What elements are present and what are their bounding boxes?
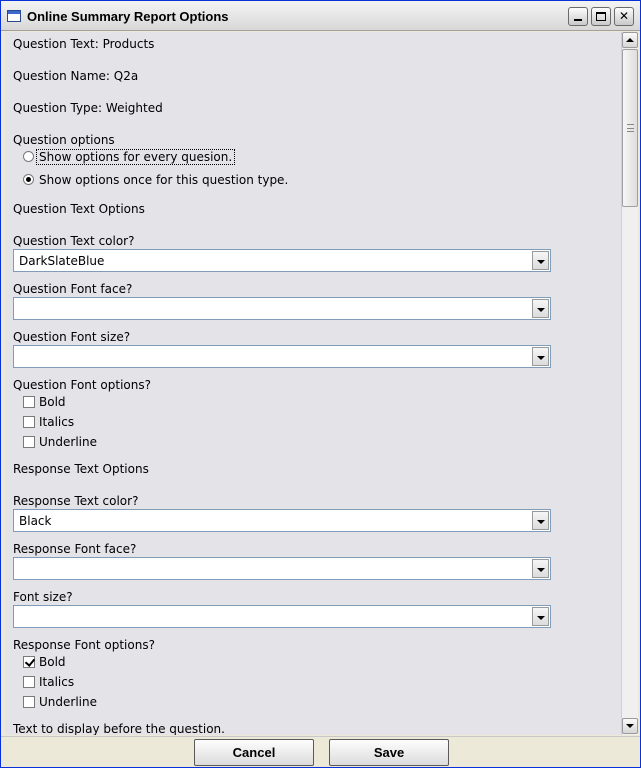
- radio-once-per-type-label[interactable]: Show options once for this question type.: [39, 173, 289, 187]
- scroll-down-icon[interactable]: [622, 718, 638, 734]
- response-text-color-value: Black: [19, 514, 52, 528]
- chevron-down-icon[interactable]: [532, 251, 549, 270]
- question-font-face-select[interactable]: [13, 297, 551, 320]
- question-type-info: Question Type: Weighted: [13, 101, 163, 115]
- maximize-button[interactable]: [591, 7, 611, 26]
- minimize-icon: [574, 19, 582, 21]
- question-italics-label[interactable]: Italics: [39, 415, 75, 429]
- chevron-down-icon[interactable]: [532, 607, 549, 626]
- response-italics-label[interactable]: Italics: [39, 675, 75, 689]
- vertical-scrollbar[interactable]: [621, 32, 638, 735]
- response-text-options-heading: Response Text Options: [13, 462, 149, 476]
- radio-every-question-label[interactable]: Show options for every quesion.: [36, 149, 235, 165]
- grip-icon: [627, 124, 634, 132]
- response-text-color-label: Response Text color?: [13, 494, 139, 508]
- close-icon: ✕: [618, 9, 630, 23]
- close-button[interactable]: [614, 7, 634, 26]
- radio-every-question-button[interactable]: [23, 151, 34, 162]
- question-italics-checkbox[interactable]: [23, 416, 35, 428]
- response-font-size-label: Font size?: [13, 590, 73, 604]
- response-text-color-select[interactable]: [13, 509, 551, 532]
- radio-once-per-type-button[interactable]: [23, 174, 34, 185]
- response-font-face-select[interactable]: [13, 557, 551, 580]
- question-font-options-label: Question Font options?: [13, 378, 151, 392]
- response-bold-checkbox[interactable]: [23, 656, 35, 668]
- dialog-footer: [1, 736, 640, 767]
- chevron-down-icon[interactable]: [532, 347, 549, 366]
- cancel-button[interactable]: Cancel: [194, 739, 314, 766]
- response-font-face-label: Response Font face?: [13, 542, 137, 556]
- options-panel: [5, 32, 638, 735]
- question-text-color-select[interactable]: [13, 249, 551, 272]
- question-options-heading: Question options: [13, 133, 115, 147]
- question-underline-label[interactable]: Underline: [39, 435, 97, 449]
- question-text-info: Question Text: Products: [13, 37, 155, 51]
- minimize-button[interactable]: [568, 7, 588, 26]
- chevron-down-icon[interactable]: [532, 299, 549, 318]
- window-icon: [7, 10, 21, 22]
- question-font-face-label: Question Font face?: [13, 282, 133, 296]
- title-bar[interactable]: [1, 1, 640, 31]
- response-bold-label[interactable]: Bold: [39, 655, 66, 669]
- response-underline-label[interactable]: Underline: [39, 695, 97, 709]
- chevron-down-icon[interactable]: [532, 511, 549, 530]
- question-font-size-select[interactable]: [13, 345, 551, 368]
- question-name-info: Question Name: Q2a: [13, 69, 139, 83]
- question-bold-label[interactable]: Bold: [39, 395, 66, 409]
- question-font-size-label: Question Font size?: [13, 330, 131, 344]
- scrollbar-thumb[interactable]: [622, 49, 638, 207]
- maximize-icon: [596, 12, 606, 21]
- question-bold-checkbox[interactable]: [23, 396, 35, 408]
- chevron-down-icon[interactable]: [532, 559, 549, 578]
- response-italics-checkbox[interactable]: [23, 676, 35, 688]
- text-before-question-label: Text to display before the question.: [13, 722, 225, 735]
- window-title: Online Summary Report Options: [27, 9, 229, 24]
- scroll-up-icon[interactable]: [622, 32, 638, 48]
- question-text-color-value: DarkSlateBlue: [19, 254, 105, 268]
- question-text-options-heading: Question Text Options: [13, 202, 145, 216]
- question-text-color-label: Question Text color?: [13, 234, 135, 248]
- options-content: [5, 32, 621, 735]
- save-button[interactable]: Save: [329, 739, 449, 766]
- response-font-options-label: Response Font options?: [13, 638, 155, 652]
- question-underline-checkbox[interactable]: [23, 436, 35, 448]
- response-underline-checkbox[interactable]: [23, 696, 35, 708]
- response-font-size-select[interactable]: [13, 605, 551, 628]
